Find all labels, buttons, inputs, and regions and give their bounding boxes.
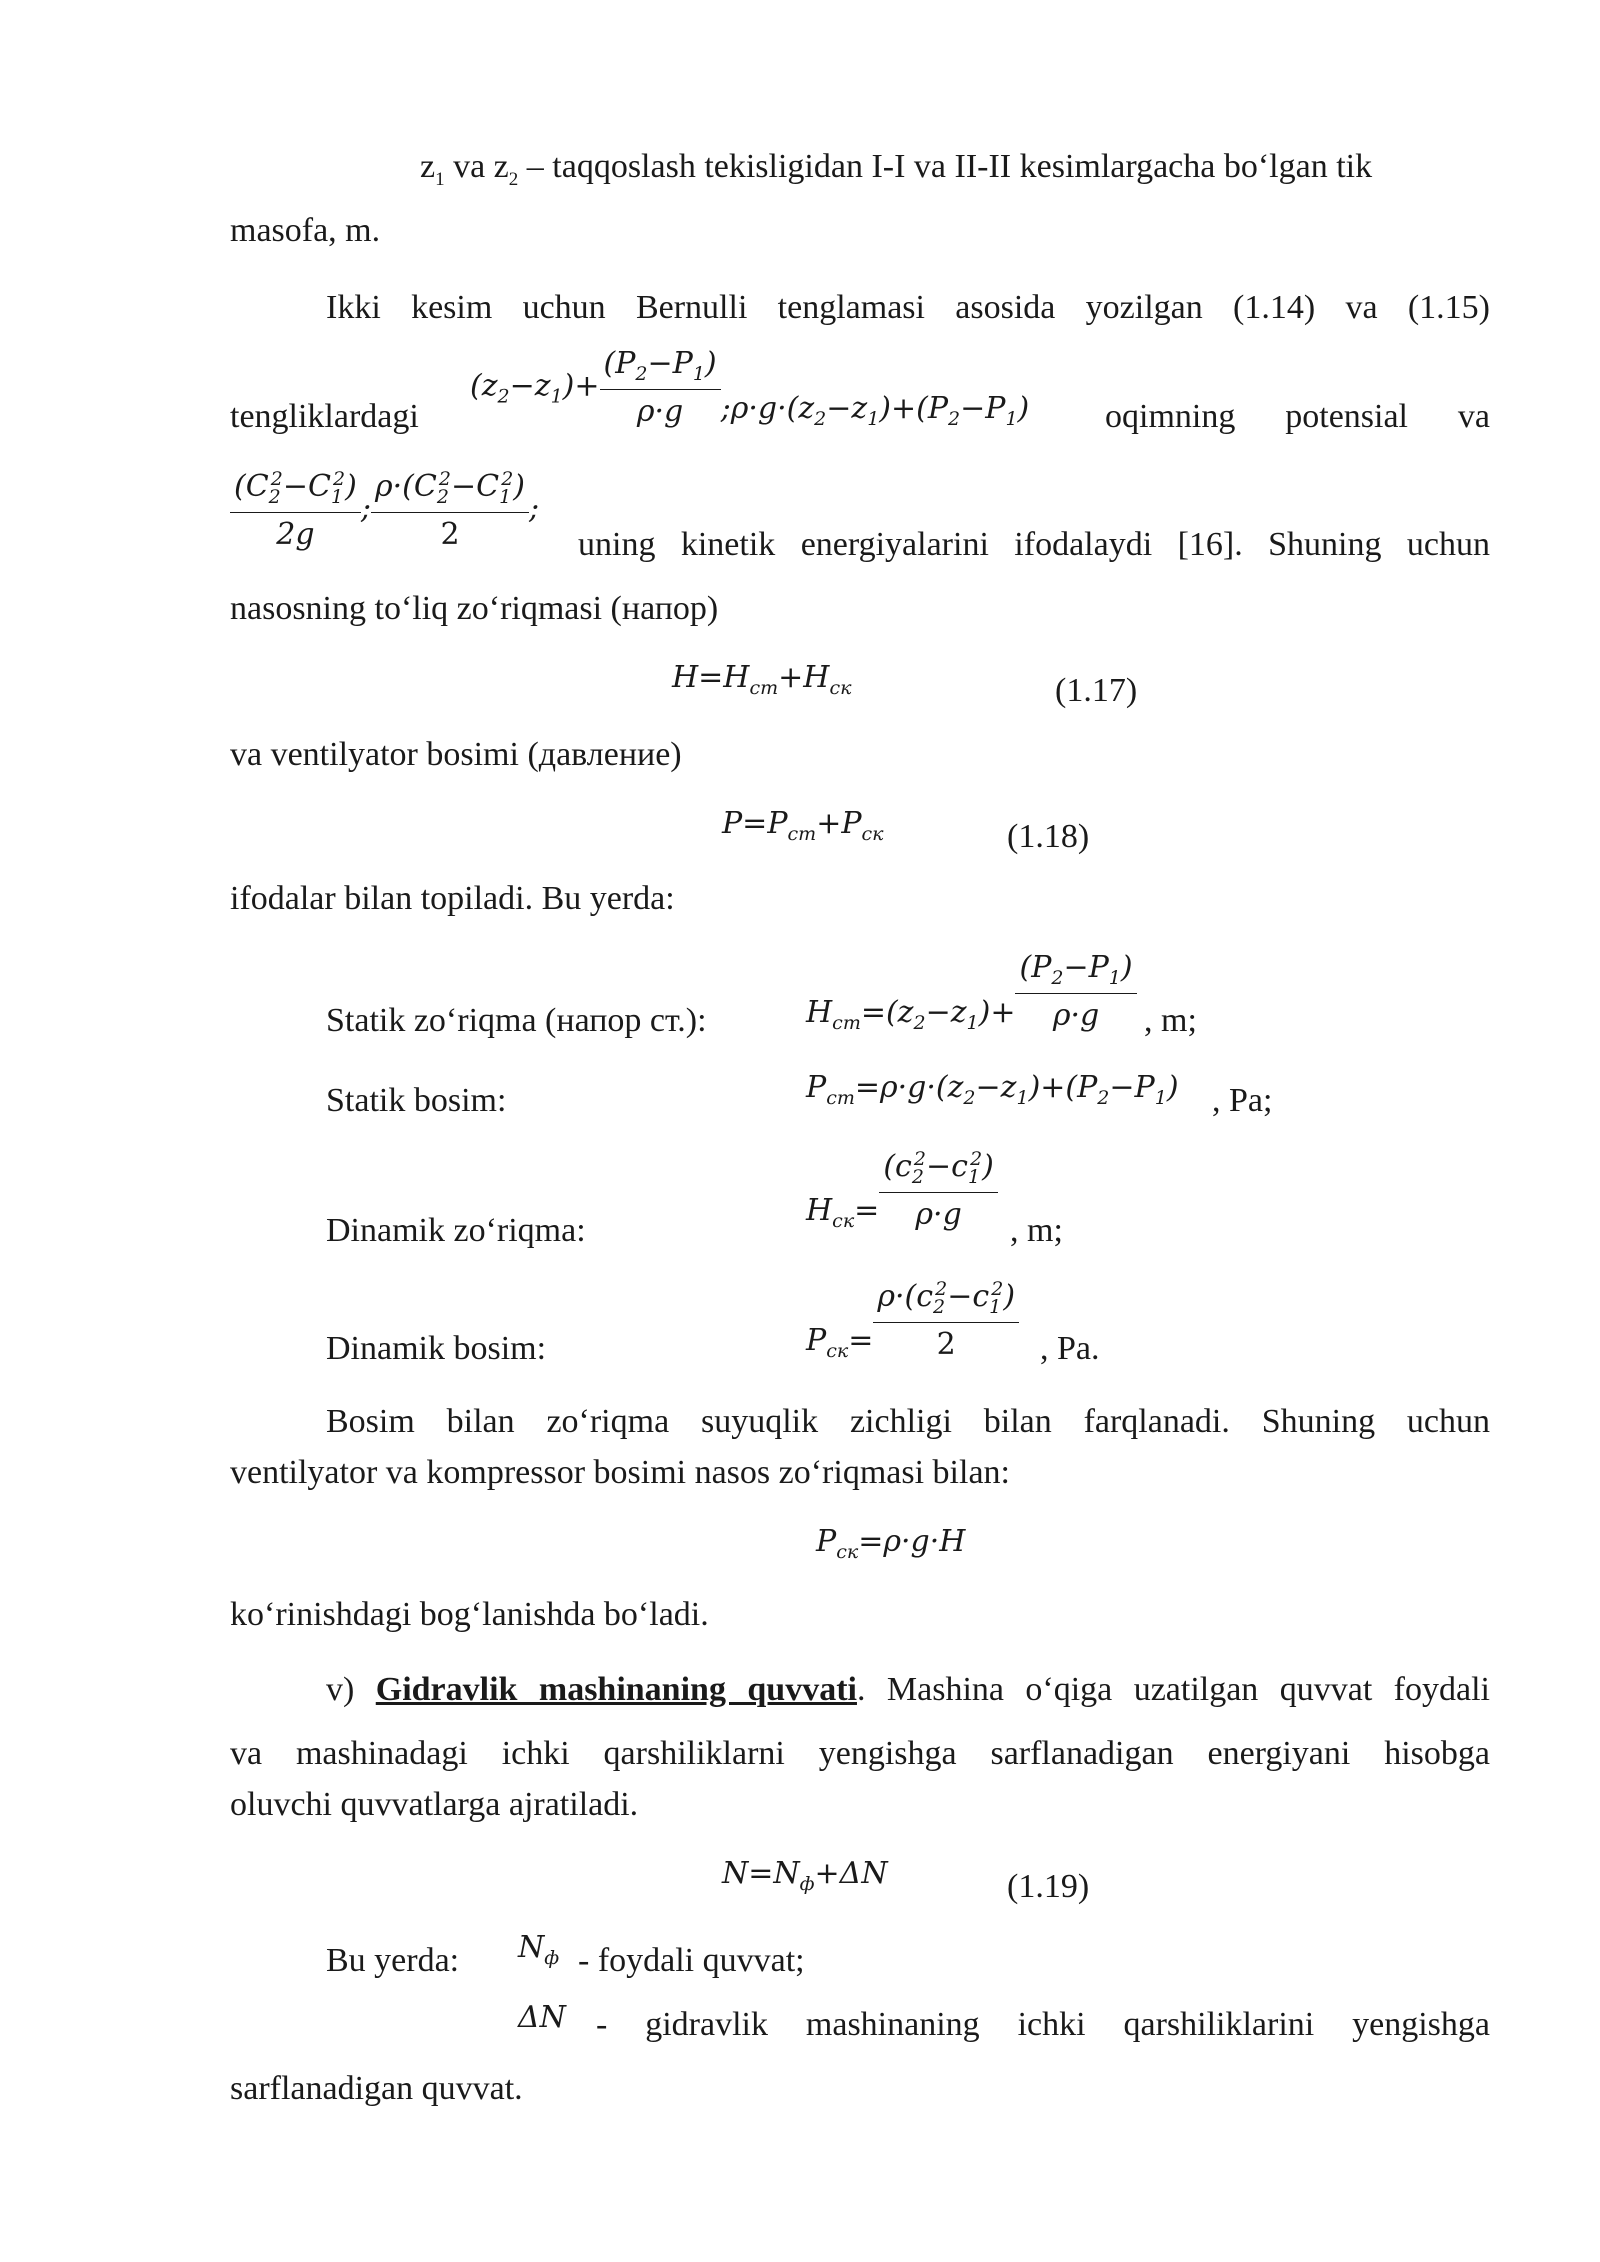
fan-pressure-label: va ventilyator bosimi (давление): [230, 736, 682, 773]
potential-label: oqimning potensial va: [1105, 398, 1490, 435]
head-equation: $H=H_{ст}+H_{ск}$: [672, 660, 852, 699]
bernoulli-paragraph-line1: Ikki kesim uchun Bernulli tenglamasi asosida yozilgan (1.14) va (1.15): [326, 289, 1490, 326]
power-section-line3: oluvchi quvvatlarga ajratiladi.: [230, 1786, 639, 1823]
static-head-label: Statik zo‘riqma (напор ст.):: [326, 1002, 707, 1039]
found-by-label: ifodalar bilan topiladi. Bu yerda:: [230, 880, 675, 917]
loss-power-desc-line2: sarflanadigan quvvat.: [230, 2070, 523, 2107]
dynamic-head-unit: , m;: [1010, 1212, 1063, 1249]
z-definition-line: $z_1$ va $z_2$ – taqqoslash tekisligidan I-I va II-II kesimlargacha bo‘lgan tik: [420, 148, 1373, 190]
eq-number-1-17: (1.17): [1055, 672, 1138, 709]
relation-label: ko‘rinishdagi bog‘lanishda bo‘ladi.: [230, 1596, 709, 1633]
dynamic-pressure-unit: , Pa.: [1040, 1330, 1100, 1367]
static-head-formula: $H_{ст}=(z_2-z_1)+$ $\frac{(P_2-P_1)}{\rho\cdot g}$: [806, 950, 1137, 1034]
dynamic-pressure-formula: $P_{ск}=$ $\frac{\rho\cdot(c_2^2-c_1^2)}{2}$: [806, 1278, 1019, 1362]
pressure-vs-head-line1: Bosim bilan zo‘riqma suyuqlik zichligi bilan farqlanadi. Shuning uchun: [326, 1403, 1490, 1440]
kinetic-label: uning kinetik energiyalarini ifodalaydi [16]. Shuning uchun: [578, 526, 1490, 563]
tengliklardagi-label: tengliklardagi: [230, 398, 419, 435]
power-equation: $N=N_ф+\Delta N$: [722, 1856, 888, 1895]
dynamic-head-label: Dinamik zo‘riqma:: [326, 1212, 586, 1249]
pressure-equation: $P=P_{ст}+P_{ск}$: [722, 806, 884, 845]
eq-number-1-19: (1.19): [1007, 1868, 1090, 1905]
potential-energy-formula: $(z_2-z_1)+$ $\frac{(P_2-P_1)}{\rho\cdot g}$ $;\rho\cdot g\cdot(z_2-z_1)+(P_2-P_1)$: [470, 346, 1030, 430]
bu-yerda-label: Bu yerda:: [326, 1942, 460, 1979]
full-head-label: nasosning to‘liq zo‘riqmasi (напор): [230, 590, 719, 627]
eq-number-1-18: (1.18): [1007, 818, 1090, 855]
z-definition-line-2: masofa, m.: [230, 212, 381, 249]
dynamic-pressure-label: Dinamik bosim:: [326, 1330, 547, 1367]
useful-power-desc: - foydali quvvat;: [578, 1942, 805, 1979]
static-pressure-label: Statik bosim:: [326, 1082, 507, 1119]
static-pressure-formula: $P_{ст}=\rho\cdot g\cdot(z_2-z_1)+(P_2-P_1)$: [806, 1070, 1179, 1109]
power-section-title: Gidravlik mashinaning quvvati: [375, 1671, 857, 1708]
static-head-unit: , m;: [1144, 1002, 1197, 1039]
pressure-vs-head-line2: ventilyator va kompressor bosimi nasos zo‘riqmasi bilan:: [230, 1454, 1010, 1491]
power-section-line2: va mashinadagi ichki qarshiliklarni yengishga sarflanadigan energiyani hisobga: [230, 1735, 1490, 1772]
loss-power-symbol: ΔN: [518, 2000, 566, 2035]
useful-power-symbol: $N_ф$: [518, 1930, 560, 1969]
power-section-line1: v) Gidravlik mashinaning quvvati. Mashina o‘qiga uzatilgan quvvat foydali: [326, 1671, 1490, 1708]
pressure-head-relation: $P_{ск}=\rho\cdot g\cdot H$: [816, 1524, 966, 1563]
loss-power-desc: - gidravlik mashinaning ichki qarshiliklarini yengishga: [596, 2006, 1490, 2043]
static-pressure-unit: , Pa;: [1212, 1082, 1273, 1119]
dynamic-head-formula: $H_{ск}=$ $\frac{(c_2^2-c_1^2)}{\rho\cdot g}$: [806, 1148, 998, 1232]
kinetic-energy-formula: $\frac{(C_2^2-C_1^2)}{2g}$ ; $\frac{\rho\cdot(C_2^2-C_1^2)}{2}$ ;: [230, 468, 539, 552]
